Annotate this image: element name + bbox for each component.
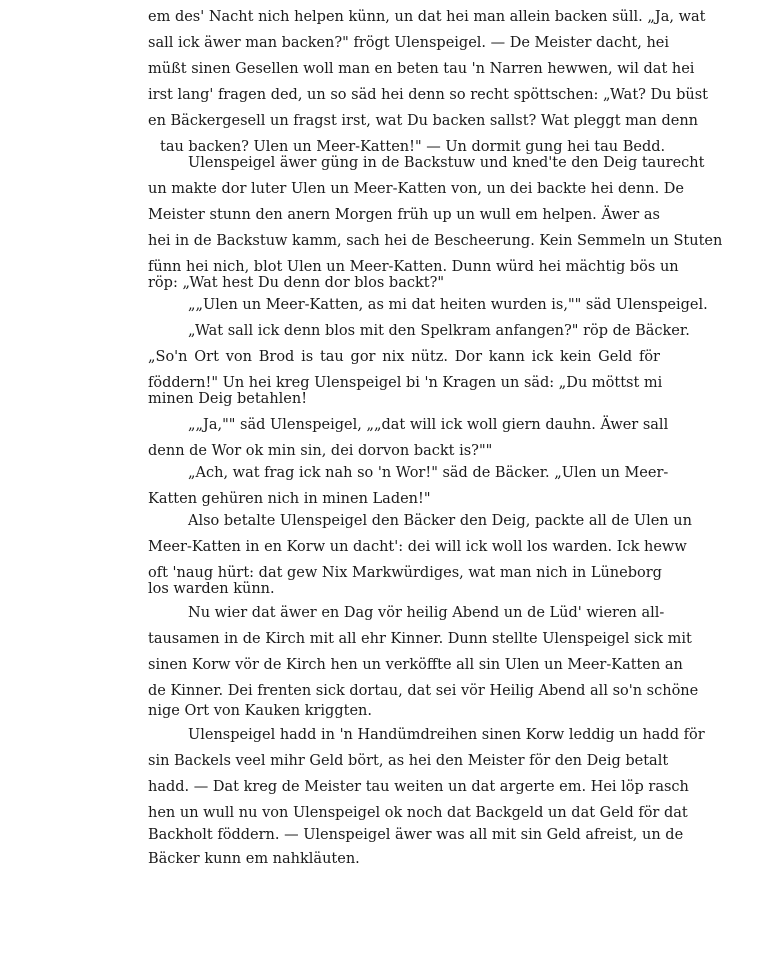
text-line: Also betalte Ulenspeigel den Bäcker den Deig, packte all de Ulen un (188, 513, 692, 529)
text-line: Backholt föddern. — Ulenspeigel äwer was all mit sin Geld afreist, un de (148, 827, 684, 843)
text-line: Bäcker kunn em nahkläuten. (148, 851, 360, 867)
text-line: röp: „Wat hest Du denn dor blos backt?" (148, 275, 445, 291)
text-line: hadd. — Dat kreg de Meister tau weiten un dat argerte em. Hei löp rasch (148, 779, 689, 795)
text-line: de Kinner. Dei frenten sick dortau, dat sei vör Heilig Abend all so'n schöne (148, 683, 699, 699)
text-line: em des' Nacht nich helpen künn, un dat hei man allein backen süll. „Ja, wat (148, 9, 706, 25)
text-line: „„Ulen un Meer-Katten, as mi dat heiten wurden is,"" säd Ulenspeigel. (188, 297, 708, 313)
text-line: „„Ja,"" säd Ulenspeigel, „„dat will ick woll giern dauhn. Äwer sall (188, 417, 669, 433)
text-line: sin Backels veel mihr Geld bört, as hei den Meister för den Deig betalt (148, 753, 669, 769)
text-line: un makte dor luter Ulen un Meer-Katten von, un dei backte hei denn. De (148, 181, 684, 197)
text-line: hei in de Backstuw kamm, sach hei de Bescheerung. Kein Semmeln un Stuten (148, 233, 723, 249)
text-line: oft 'naug hürt: dat gew Nix Markwürdiges, wat man nich in Lüneborg (148, 565, 662, 581)
text-line: Nu wier dat äwer en Dag vör heilig Abend un de Lüd' wieren all- (188, 605, 665, 621)
text-line: en Bäckergesell un fragst irst, wat Du backen sallst? Wat pleggt man denn (148, 113, 699, 129)
text-line: sinen Korw vör de Kirch hen un verköffte all sin Ulen un Meer-Katten an (148, 657, 683, 673)
text-line: tau backen? Ulen un Meer-Katten!" — Un dormit gung hei tau Bedd. (160, 139, 666, 155)
text-line: Katten gehüren nich in minen Laden!" (148, 491, 431, 507)
text-line: Ulenspeigel äwer güng in de Backstuw und kned'te den Deig taurecht (188, 155, 705, 171)
text-line: föddern!" Un hei kreg Ulenspeigel bi 'n Kragen un säd: „Du möttst mi (148, 375, 663, 391)
text-line: hen un wull nu von Ulenspeigel ok noch dat Backgeld un dat Geld för dat (148, 805, 688, 821)
text-line: Meer-Katten in en Korw un dacht': dei will ick woll los warden. Ick heww (148, 539, 687, 555)
text-line: „Ach, wat frag ick nah so 'n Wor!" säd de Bäcker. „Ulen un Meer- (188, 465, 669, 481)
document-page (148, 0, 723, 960)
text-line: müßt sinen Gesellen woll man en beten tau 'n Narren hewwen, wil dat hei (148, 61, 695, 77)
text-line: tausamen in de Kirch mit all ehr Kinner. Dunn stellte Ulenspeigel sick mit (148, 631, 692, 647)
text-line: „So'n Ort von Brod is tau gor nix nütz. Dor kann ick kein Geld för (148, 349, 660, 365)
text-line: los warden künn. (148, 581, 275, 597)
text-line: fünn hei nich, blot Ulen un Meer-Katten. Dunn würd hei mächtig bös un (148, 259, 679, 275)
text-line: „Wat sall ick denn blos mit den Spelkram anfangen?" röp de Bäcker. (188, 323, 690, 339)
text-line: irst lang' fragen ded, un so säd hei denn so recht spöttschen: „Wat? Du büst (148, 87, 708, 103)
text-line: minen Deig betahlen! (148, 391, 308, 407)
text-line: Ulenspeigel hadd in 'n Handümdreihen sinen Korw leddig un hadd för (188, 727, 705, 743)
text-line: sall ick äwer man backen?" frögt Ulenspeigel. — De Meister dacht, hei (148, 35, 670, 51)
text-line: nige Ort von Kauken kriggten. (148, 703, 372, 719)
text-line: Meister stunn den anern Morgen früh up un wull em helpen. Äwer as (148, 207, 660, 223)
text-line: denn de Wor ok min sin, dei dorvon backt is?"" (148, 443, 493, 459)
